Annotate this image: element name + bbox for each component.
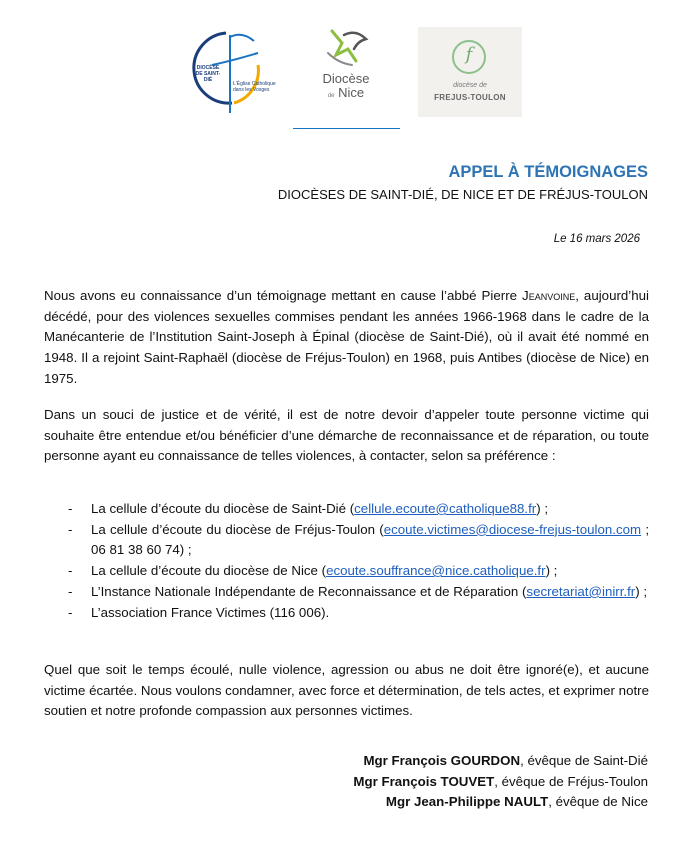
contact-after: ; 06 81 38 60 74) ; xyxy=(91,521,650,558)
header-divider xyxy=(293,128,400,129)
signature-gourdon xyxy=(363,751,648,772)
list-dash: - xyxy=(68,521,73,537)
contact-after: ) ; xyxy=(536,501,549,516)
signature-role: , évêque de Saint-Dié xyxy=(520,753,648,768)
list-dash: - xyxy=(68,583,73,599)
email-link-frejus-toulon[interactable]: ecoute.victimes@diocese-frejus-toulon.com xyxy=(383,521,642,537)
contact-after: ) ; xyxy=(635,583,648,599)
nice-logo-text xyxy=(312,72,380,103)
email-link-inirr[interactable]: secretariat@inirr.fr xyxy=(526,583,636,599)
nice-logo-name: Diocèse xyxy=(322,71,370,86)
paragraph-intro-part-a: Nous avons eu connaissance d’un témoignage mettant en cause l’abbé Pierre xyxy=(44,288,523,303)
signature-role: , évêque de Nice xyxy=(548,794,648,809)
email-link-saint-die[interactable]: cellule.ecoute@catholique88.fr xyxy=(354,501,537,516)
signature-nault xyxy=(386,792,648,813)
list-dash: - xyxy=(68,501,73,516)
accused-name: Jeanvoine xyxy=(522,288,576,303)
nice-dove-icon xyxy=(312,25,380,71)
contact-text: L’Instance Nationale Indépendante de Reconnaissance et de Réparation ( xyxy=(91,583,527,599)
contact-text: La cellule d’écoute du diocèse de Saint-Dié ( xyxy=(91,501,355,516)
list-item xyxy=(44,561,649,582)
frejus-logo-line1: diocèse de xyxy=(453,82,487,89)
saint-die-logo-tagline: L'Église Catholique dans les Vosges xyxy=(233,81,276,93)
signature-name: Mgr François GOURDON xyxy=(363,753,521,768)
paragraph-appeal: Dans un souci de justice et de vérité, il est de notre devoir d’appeler toute personne victime qui souhaite être entendue et/ou bénéficier d’une démarche de reconnaissance et de réparation, ou toute personne ayant eu connaissance de telles violences, à contacter, selon sa préférence : xyxy=(44,407,649,464)
frejus-logo-letter: f xyxy=(465,44,473,65)
list-item xyxy=(44,582,649,603)
page-subtitle: DIOCÈSES DE SAINT-DIÉ, DE NICE ET DE FRÉJUS-TOULON xyxy=(277,187,648,202)
logo-diocese-frejus-toulon xyxy=(418,27,522,117)
saint-die-logo-name: DIOCÈSE DE SAINT-DIÉ xyxy=(195,65,221,83)
list-dash: - xyxy=(68,563,73,579)
frejus-logo-line2: FREJUS-TOULON xyxy=(434,93,506,102)
list-dash: - xyxy=(68,604,73,620)
document-date: Le 16 mars 2026 xyxy=(553,233,640,245)
contact-text: La cellule d’écoute du diocèse de Nice ( xyxy=(91,563,327,579)
list-item xyxy=(44,499,649,520)
list-item xyxy=(44,520,649,561)
contact-text: L’association France Victimes (116 006). xyxy=(91,604,330,620)
contact-list xyxy=(44,499,649,623)
nice-logo-place: Nice xyxy=(338,85,365,100)
frejus-emblem-icon xyxy=(452,40,486,74)
paragraph-closing: Quel que soit le temps écoulé, nulle violence, agression ou abus ne doit être ignoré(e), et aucune victime écartée. Nous voulons condamner, avec force et détermination, de tels actes, et exprimer notre soutien et notre profonde compassion aux personnes victimes. xyxy=(44,662,649,719)
signature-role: , évêque de Fréjus-Toulon xyxy=(494,774,648,789)
paragraph-intro-part-b: , aujourd’hui décédé, pour des violences sexuelles commises pendant les années 1966-1968 dans le cadre de la Manécanterie de l’Institution Saint-Joseph à Épinal (diocèse de Saint-Dié), où il avait été nommé en 1948. Il a rejoint Saint-Raphaël (diocèse de Fréjus-Toulon) en 1968, puis Antibes (diocèse de Nice) en 1975. xyxy=(44,288,649,386)
signature-name: Mgr Jean-Philippe NAULT xyxy=(385,794,549,809)
contact-text: La cellule d’écoute du diocèse de Fréjus-Toulon ( xyxy=(91,521,384,537)
contact-after: ) ; xyxy=(545,563,558,579)
email-link-nice[interactable]: ecoute.souffrance@nice.catholique.fr xyxy=(326,563,546,579)
signature-name: Mgr François TOUVET xyxy=(353,774,495,789)
signature-touvet xyxy=(353,772,648,793)
list-item xyxy=(44,603,649,624)
paragraph-intro xyxy=(44,286,649,390)
nice-logo-de: de xyxy=(327,93,335,99)
logo-diocese-nice xyxy=(312,25,380,110)
logo-diocese-saint-die xyxy=(186,25,286,115)
page-title: APPEL À TÉMOIGNAGES xyxy=(448,163,648,181)
